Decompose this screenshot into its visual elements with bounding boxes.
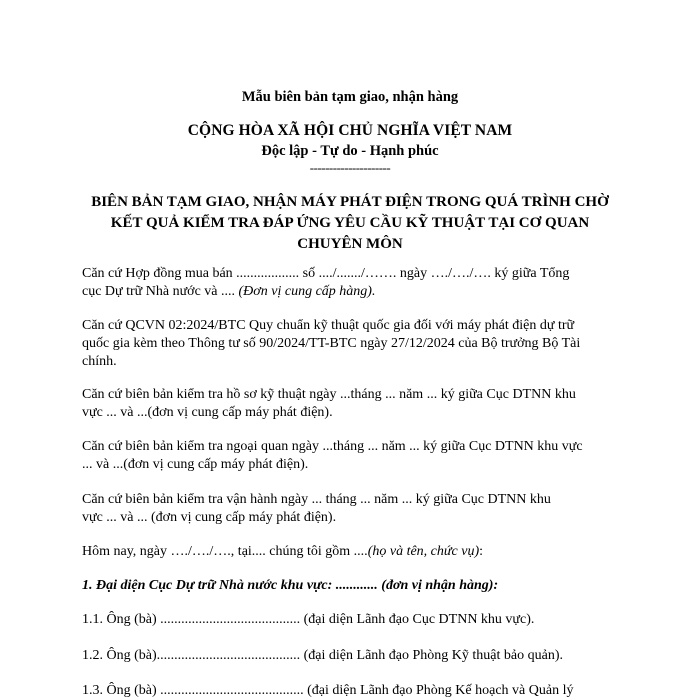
paragraph-today-participants	[82, 543, 642, 561]
paragraph-line: quốc gia kèm theo Thông tư số 90/2024/TT-BTC ngày 27/12/2024 của Bộ trưởng Bộ Tài	[82, 336, 581, 351]
paragraph-document-check-basis	[82, 386, 642, 422]
nation-name: CỘNG HÒA XÃ HỘI CHỦ NGHĨA VIỆT NAM	[187, 122, 513, 139]
section-1-heading	[82, 577, 642, 595]
paragraph-line: 1.1. Ông (bà) ........................................ (đại diện Lãnh đạo Cục DTNN khu vực).	[82, 612, 535, 627]
section-1-2	[82, 647, 642, 665]
section-heading-line: 1. Đại diện Cục Dự trữ Nhà nước khu vực: ............ (đơn vị nhận hàng):	[82, 578, 499, 593]
paragraph-text: :	[479, 544, 483, 559]
document-title-line: KẾT QUẢ KIỂM TRA ĐÁP ỨNG YÊU CẦU KỸ THUẬT TẠI CƠ QUAN	[110, 215, 590, 231]
paragraph-line: Căn cứ Hợp đồng mua bán .................. số ..../......./……. ngày …./…./…. ký giữa Tổng	[82, 266, 570, 281]
national-motto: Độc lập - Tự do - Hạnh phúc	[261, 143, 439, 159]
paragraph-italic-text: (họ và tên, chức vụ)	[367, 544, 480, 559]
paragraph-line: vực ... và ...(đơn vị cung cấp máy phát điện).	[82, 405, 333, 420]
paragraph-line: ... và ...(đơn vị cung cấp máy phát điện).	[82, 457, 309, 472]
paragraph-line: chính.	[82, 354, 117, 369]
paragraph-visual-check-basis	[82, 438, 642, 474]
paragraph-contract-basis	[82, 265, 642, 301]
document-title	[80, 192, 620, 255]
paragraph-line: vực ... và ... (đơn vị cung cấp máy phát điện).	[82, 510, 337, 525]
section-1-3	[82, 682, 642, 700]
paragraph-text: cục Dự trữ Nhà nước và ....	[82, 284, 239, 299]
paragraph-line: 1.2. Ông (bà)......................................... (đại diện Lãnh đạo Phòng Kỹ thuật bảo quản).	[82, 648, 563, 663]
paragraph-text: Hôm nay, ngày …./…./…., tại.... chúng tôi gồm ....	[82, 544, 368, 559]
sample-title: Mẫu biên bản tạm giao, nhận hàng	[241, 89, 459, 105]
paragraph-line	[82, 543, 642, 561]
section-1-1	[82, 611, 642, 629]
paragraph-line: Căn cứ biên bản kiểm tra ngoại quan ngày ...tháng ... năm ... ký giữa Cục DTNN khu vực	[82, 439, 583, 454]
document-title-line: CHUYÊN MÔN	[297, 236, 403, 252]
paragraph-line	[82, 283, 642, 301]
paragraph-line: Căn cứ QCVN 02:2024/BTC Quy chuẩn kỹ thuật quốc gia đối với máy phát điện dự trữ	[82, 318, 575, 333]
paragraph-line: Căn cứ biên bản kiểm tra hồ sơ kỹ thuật ngày ...tháng ... năm ... ký giữa Cục DTNN khu	[82, 387, 576, 402]
paragraph-italic-text: (Đơn vị cung cấp hàng).	[238, 284, 376, 299]
paragraph-line: Căn cứ biên bản kiểm tra vận hành ngày ... tháng ... năm ... ký giữa Cục DTNN khu	[82, 492, 551, 507]
paragraph-operation-check-basis	[82, 491, 642, 527]
document-title-line: BIÊN BẢN TẠM GIAO, NHẬN MÁY PHÁT ĐIỆN TRONG QUÁ TRÌNH CHỜ	[91, 194, 609, 210]
paragraph-standard-basis	[82, 317, 642, 371]
paragraph-line: 1.3. Ông (bà) ......................................... (đại diện Lãnh đạo Phòng Kế hoạch và Quản lý	[82, 683, 574, 698]
motto-divider: ---------------------	[309, 160, 391, 175]
